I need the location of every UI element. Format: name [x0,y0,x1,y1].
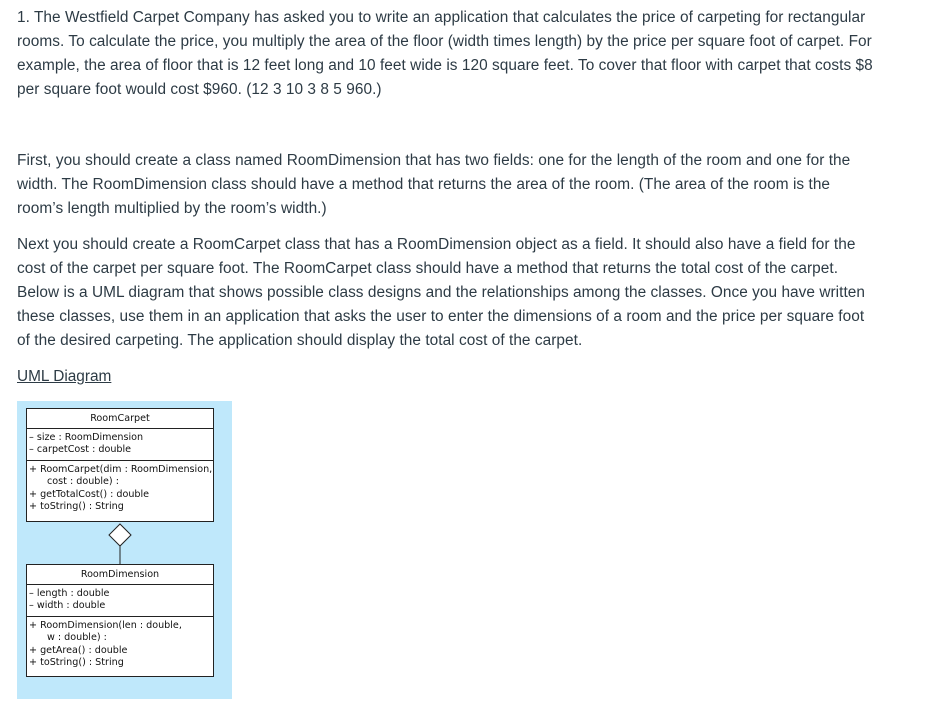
room-dimension-paragraph: First, you should create a class named RoomDimension that has two fields: one for the length of the room and one for the width. The RoomDimension class should have a method that returns the area of the room. (The area of the room is the room’s length multiplied by the room’s width.) [17,152,851,217]
room-dimension-fields [27,585,213,616]
method-get-area: + getArea() : double [29,644,128,656]
room-carpet-class-name: RoomCarpet [27,409,213,429]
intro-paragraph: 1. The Westfield Carpet Company has asked you to write an application that calculates the price of carpeting for rectangular rooms. To calculate the price, you multiply the area of the floor (width times length) by the price per square foot of carpet. For example, the area of floor that is 12 feet long and 10 feet wide is 120 square feet. To cover that floor with carpet that costs $8 per square foot would cost $960. (12 3 10 3 8 5 960.) [17,9,873,98]
uml-diagram-figure [17,401,232,699]
field-carpet-cost: – carpetCost : double [29,444,132,456]
method-carpet-to-string: + toString() : String [29,501,124,513]
uml-diagram-link[interactable]: UML Diagram [17,368,112,385]
field-length: – length : double [29,588,110,599]
room-carpet-class-box [26,408,214,522]
method-room-dimension-constructor: + RoomDimension(len : double, [29,619,182,631]
room-dimension-class-box [26,564,214,677]
method-room-carpet-constructor-cont: cost : double) : [47,476,119,488]
aggregation-diamond [109,524,131,546]
room-dimension-class-name: RoomDimension [27,565,213,585]
method-room-carpet-constructor: + RoomCarpet(dim : RoomDimension, [29,463,213,475]
method-dimension-to-string: + toString() : String [29,657,124,669]
assignment-content [17,6,877,389]
method-get-total-cost: + getTotalCost() : double [29,488,150,500]
method-room-dimension-constructor-cont: w : double) : [47,632,107,644]
field-width: – width : double [29,600,106,612]
room-dimension-methods [27,616,213,673]
room-carpet-paragraph: Next you should create a RoomCarpet class that has a RoomDimension object as a field. It should also have a field for the cost of the carpet per square foot. The RoomCarpet class should have a method that returns the total cost of the carpet. Below is a UML diagram that shows possible class designs and the relationships among the classes. Once you have written these classes, use them in an application that asks the user to enter the dimensions of a room and the price per square foot of the desired carpeting. The application should display the total cost of the carpet. [17,236,866,349]
field-size: – size : RoomDimension [29,432,144,443]
room-carpet-methods [27,460,213,517]
room-carpet-fields [27,429,213,460]
